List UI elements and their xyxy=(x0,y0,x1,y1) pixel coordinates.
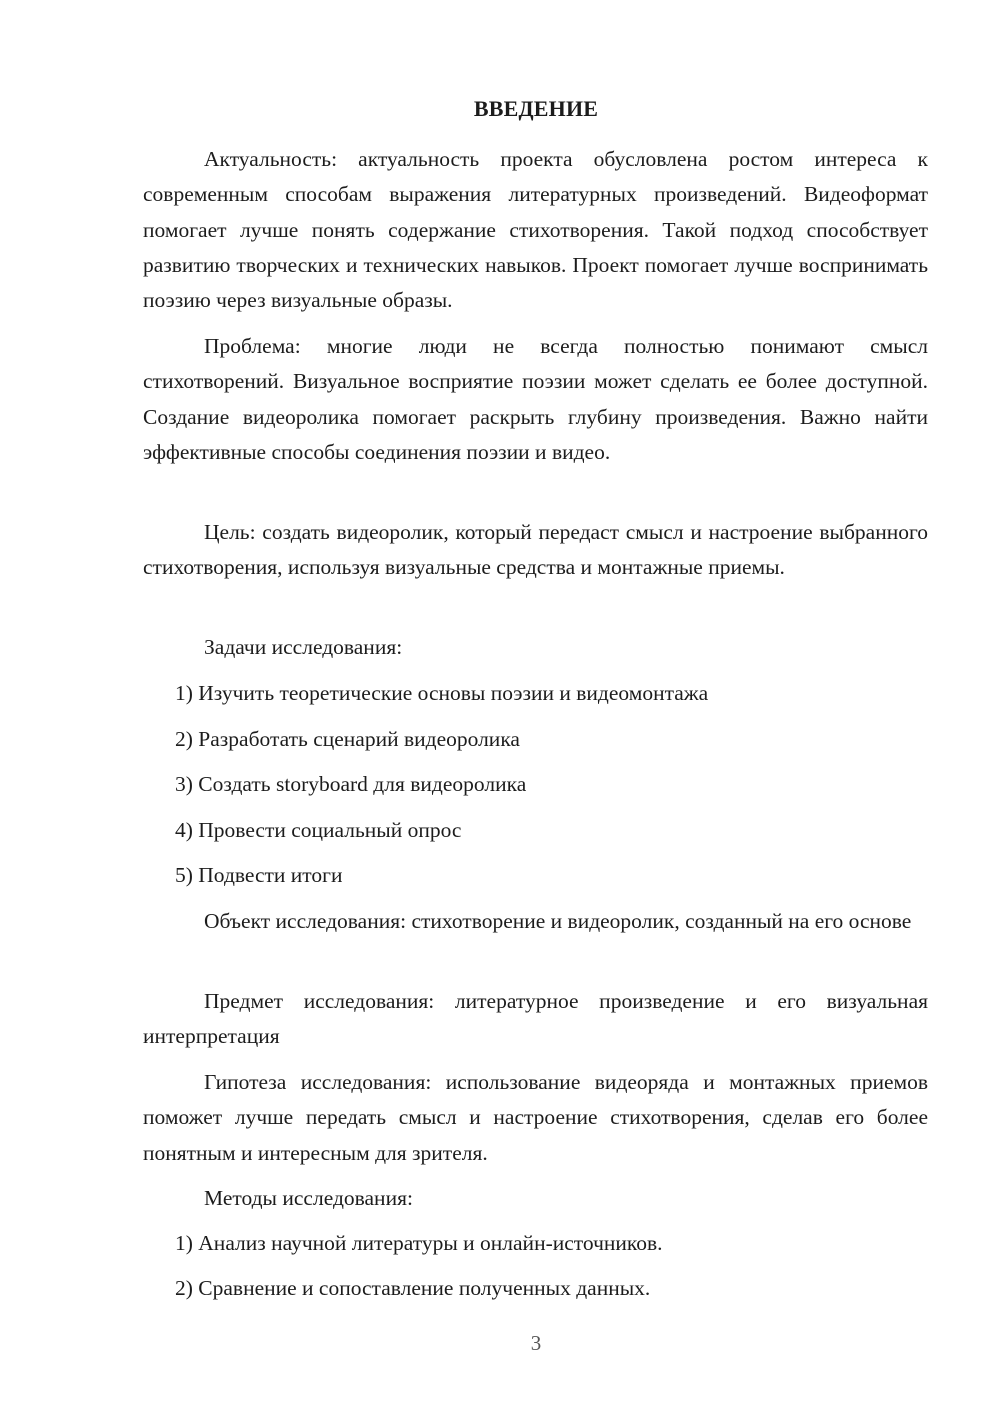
methods-title: Методы исследования: xyxy=(204,1186,413,1210)
task-item-4: 4) Провести социальный опрос xyxy=(175,818,462,842)
problem-paragraph: Проблема: многие люди не всегда полностью понимают смысл стихотворений. Визуальное восприятие поэзии может сделать ее более доступной. Создание видеоролика помогает раскрыть глубину произведения. Важно найти эффективные способы соединения поэзии и видео. xyxy=(143,334,928,464)
page-number-container xyxy=(0,1331,1000,1363)
subject-paragraph: Предмет исследования: литературное произведение и его визуальная интерпретация xyxy=(143,989,928,1049)
method-item-1: 1) Анализ научной литературы и онлайн-источников. xyxy=(175,1231,663,1255)
section-heading: ВВЕДЕНИЕ xyxy=(473,96,599,121)
object-paragraph: Объект исследования: стихотворение и видеоролик, созданный на его основе xyxy=(204,909,912,933)
page-number: 3 xyxy=(530,1331,542,1355)
task-item-1: 1) Изучить теоретические основы поэзии и видеомонтажа xyxy=(175,681,709,705)
tasks-title: Задачи исследования: xyxy=(204,635,403,659)
hypothesis-paragraph: Гипотеза исследования: использование видеоряда и монтажных приемов поможет лучше передать смысл и настроение стихотворения, сделав его более понятным и интересным для зрителя. xyxy=(143,1070,928,1165)
task-item-3: 3) Создать storyboard для видеоролика xyxy=(175,772,527,796)
heading-container xyxy=(0,96,1000,128)
method-item-2: 2) Сравнение и сопоставление полученных данных. xyxy=(175,1276,651,1300)
goal-paragraph: Цель: создать видеоролик, который передаст смысл и настроение выбранного стихотворения, используя визуальные средства и монтажные приемы. xyxy=(143,520,928,580)
task-item-5: 5) Подвести итоги xyxy=(175,863,343,887)
task-item-2: 2) Разработать сценарий видеоролика xyxy=(175,727,520,751)
relevance-paragraph: Актуальность: актуальность проекта обусловлена ростом интереса к современным способам выражения литературных произведений. Видеоформат помогает лучше понять содержание стихотворения. Такой подход способствует развитию творческих и технических навыков. Проект помогает лучше воспринимать поэзию через визуальные образы. xyxy=(143,147,928,313)
